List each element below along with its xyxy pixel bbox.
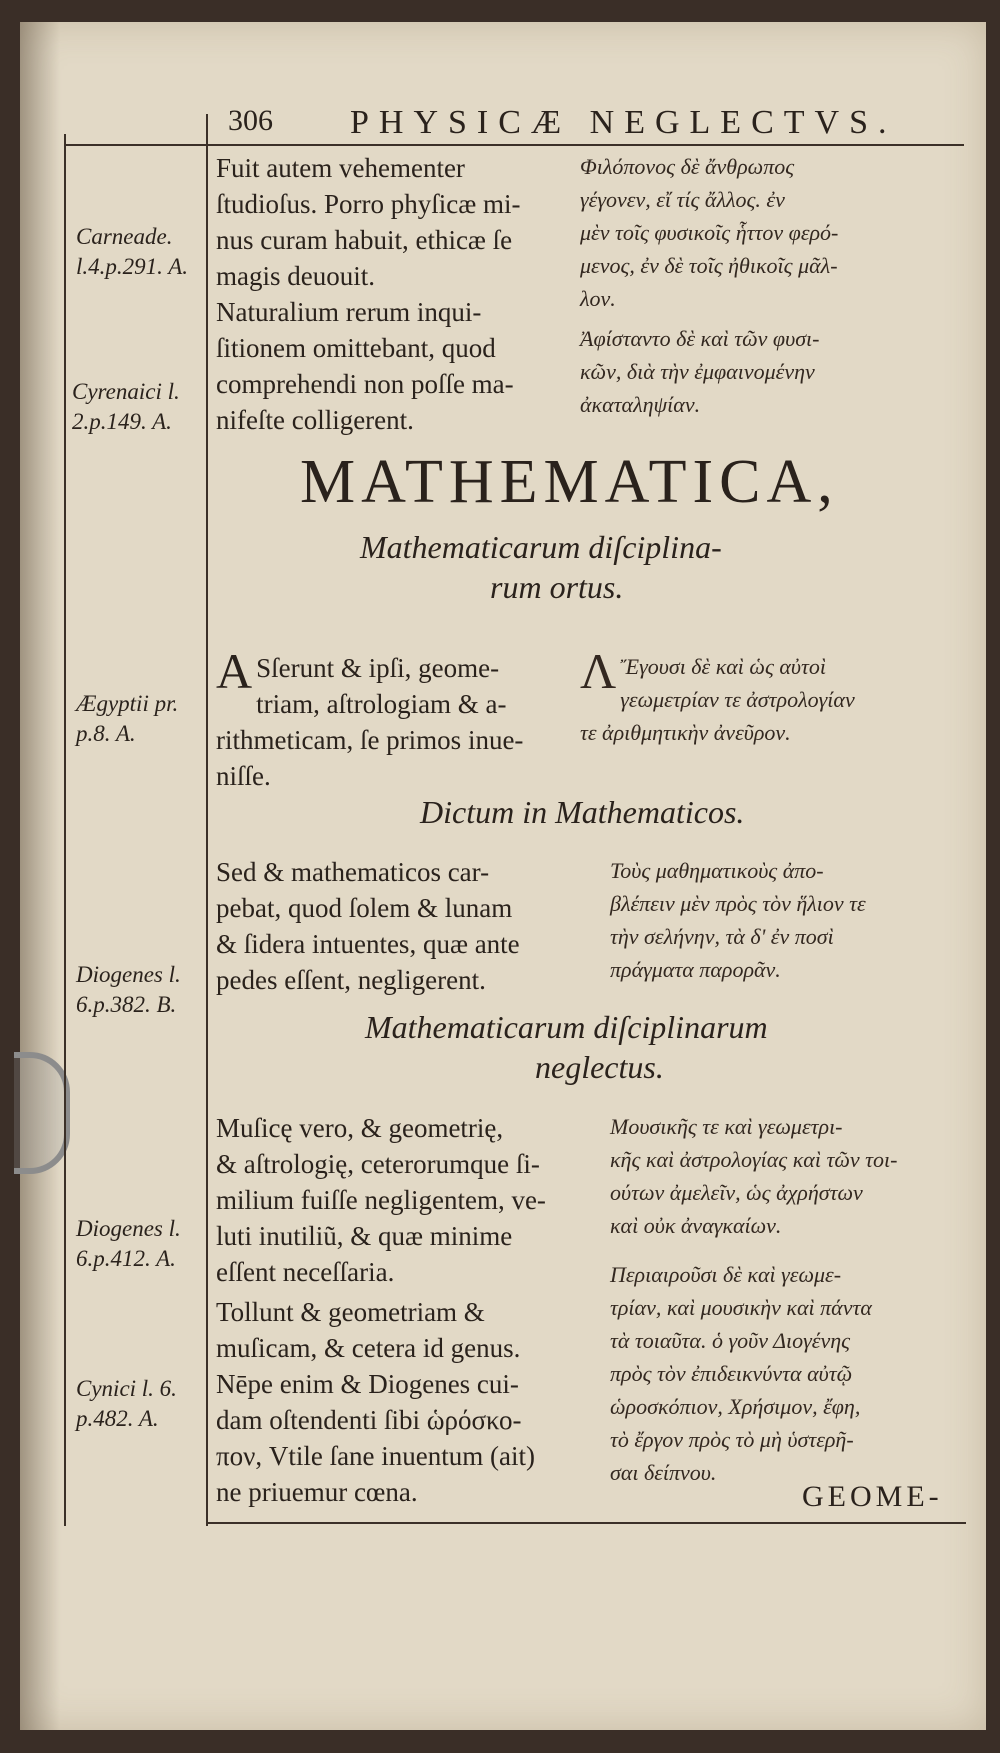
- margin-note: Diogenes l. 6.p.382. B.: [76, 962, 181, 1017]
- margin-note: Cyrenaici l. 2.p.149. A.: [72, 379, 180, 434]
- margin-note: Diogenes l. 6.p.412. A.: [76, 1216, 181, 1271]
- section-title: MATHEMATICA,: [300, 448, 839, 516]
- footer-rule: [206, 1522, 966, 1524]
- drop-cap: A: [216, 643, 253, 699]
- page-header: [20, 104, 986, 144]
- greek-paragraph: Λ Ἔγουσι δὲ καὶ ὡς αὐτοὶ γεωμετρίαν τε ἀστρολογίαν τε ἀριθμητικὴν ἀνεῦρον.: [580, 643, 855, 745]
- greek-paragraph: Ἀφίσταντο δὲ καὶ τῶν φυσι- κῶν, διὰ τὴν ἐμφαινομένην ἀκαταληψίαν.: [580, 326, 820, 417]
- margin-note: Ægyptii pr. p.8. A.: [76, 691, 179, 746]
- outer-margin-rule: [64, 134, 66, 1526]
- catchword: GEOME-: [802, 1480, 943, 1513]
- latin-paragraph: Tollunt & geometriam & muſicam, & cetera id genus. Nēpe enim & Diogenes cui- dam oſtendenti ſibi ὡρόσκο- πον, Vtile ſane inuentum (ait) ne priuemur cœna.: [216, 1297, 536, 1507]
- greek-paragraph: Τοὺς μαθηματικοὺς ἀπο- βλέπειν μὲν πρὸς τὸν ἥλιον τε τὴν σελήνην, τὰ δ' ἐν ποσὶ πράγματα παρορᾶν.: [610, 858, 866, 982]
- greek-paragraph: Μουσικῆς τε καὶ γεωμετρι- κῆς καὶ ἀστρολογίας καὶ τῶν τοι- ούτων ἀμελεῖν, ὡς ἀχρήστων καὶ οὐκ ἀναγκαίων.: [610, 1114, 898, 1238]
- latin-paragraph: Fuit autem vehementer ſtudioſus. Porro phyſicæ mi- nus curam habuit, ethicæ ſe magis deuouit.: [216, 153, 521, 291]
- margin-note: Carneade. l.4.p.291. A.: [76, 224, 189, 279]
- margin-note: Cynici l. 6. p.482. A.: [76, 1376, 177, 1431]
- running-title: PHYSICÆ NEGLECTVS.: [350, 104, 897, 141]
- binder-clip: [14, 1052, 70, 1174]
- greek-paragraph: Φιλόπονος δὲ ἄνθρωπος γέγονεν, εἴ τίς ἄλλος. ἐν μὲν τοῖς φυσικοῖς ἧττον φερό- μενος, ἐν δὲ τοῖς ἠθικοῖς μᾶλ- λον.: [580, 154, 839, 311]
- book-page: [20, 22, 986, 1730]
- latin-paragraph: Sed & mathematicos car- pebat, quod ſolem & lunam & ſidera intuentes, quæ ante pedes eſſent, negligerent.: [216, 857, 520, 995]
- subtitle: Dictum in Mathematicos.: [420, 794, 745, 830]
- latin-paragraph: Naturalium rerum inqui- ſitionem omittebant, quod comprehendi non poſſe ma- nifeſte colligerent.: [216, 297, 514, 435]
- header-rule: [64, 144, 964, 146]
- latin-paragraph: A Sſerunt & ipſi, geome- triam, aſtrologiam & a- rithmeticam, ſe primos inue- niſſe.: [216, 643, 524, 791]
- latin-paragraph: Muſicę vero, & geometrię, & aſtrologię, ceterorumque ſi- milium fuiſſe negligentem, ve- luti inutiliũ, & quæ minime eſſent neceſſaria.: [216, 1113, 546, 1287]
- greek-paragraph: Περιαιροῦσι δὲ καὶ γεωμε- τρίαν, καὶ μουσικὴν καὶ πάντα τὰ τοιαῦτα. ὁ γοῦν Διογένης πρὸς τὸν ἐπιδεικνύντα αὐτῷ ὡροσκόπιον, Χρήσιμον, ἔφη, τὸ ἔργον πρὸς τὸ μὴ ὑστερῆ- σαι δείπνου.: [610, 1262, 872, 1485]
- spine-shadow: [20, 22, 60, 1730]
- drop-cap: Λ: [580, 643, 617, 699]
- subtitle: Mathematicarum diſcipl⁠ina- rum ortus.: [360, 529, 722, 605]
- page-number: 306: [228, 104, 273, 137]
- subtitle: Mathematicarum diſciplinarum neglectus.: [365, 1009, 768, 1085]
- inner-margin-rule: [206, 114, 208, 1526]
